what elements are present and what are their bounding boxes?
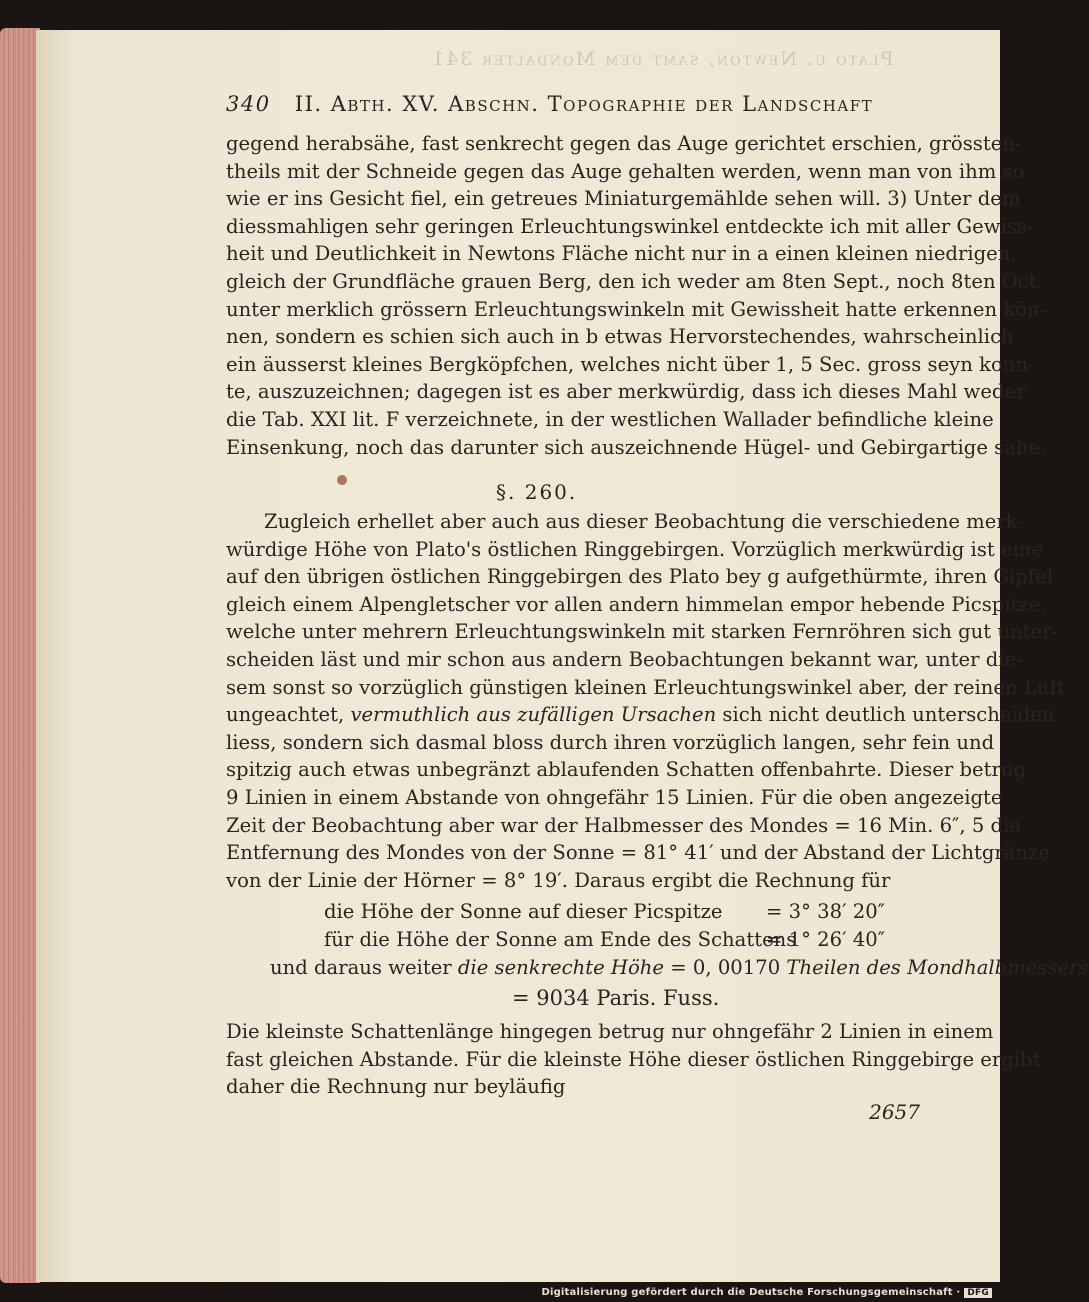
text-line: gleich einem Alpengletscher vor allen andern himmelan empor hebende Picspitze, [226, 592, 1047, 616]
text-line: gegend herabsähe, fast senkrecht gegen das Auge gerichtet erschien, grössten- [226, 132, 1022, 155]
text-line: Die kleinste Schattenlänge hingegen betrug nur ohngefähr 2 Linien in einem [226, 1020, 994, 1043]
calc-line-3-italic-b: Theilen des Mondhalbmessers [786, 956, 1089, 979]
text-line: die Tab. XXI lit. F verzeichnete, in der westlichen Wallader befindliche kleine [226, 407, 994, 431]
text-line: würdige Höhe von Plato's östlichen Ringgebirgen. Vorzüglich merkwürdig ist eine [226, 537, 1044, 561]
calc-line-3 [270, 956, 1089, 979]
book-page [36, 30, 1089, 1282]
text-line: daher die Rechnung nur beyläufig [226, 1075, 566, 1099]
text-line: Einsenkung, noch das darunter sich auszeichnende Hügel- und Gebirgartige sahe. [226, 435, 1047, 459]
text-line: welche unter mehrern Erleuchtungswinkeln mit starken Fernröhren sich gut unter- [226, 620, 1059, 644]
text-line: von der Linie der Hörner = 8° 19′. Daraus ergibt die Rechnung für [226, 868, 891, 892]
paragraph-2 [226, 508, 1065, 894]
text-line: te, auszuzeichnen; dagegen ist es aber merkwürdig, dass ich dieses Mahl weder [226, 380, 1026, 404]
text-line: Zeit der Beobachtung aber war der Halbmesser des Mondes = 16 Min. 6″, 5 die [226, 813, 1021, 837]
calc-line-1 [324, 900, 723, 923]
paragraph-3 [226, 1018, 1041, 1101]
calc-line-3-prefix: und daraus weiter [270, 956, 452, 979]
calc-line-3-mid: = 0, 00170 [670, 956, 781, 979]
header-title: II. Abth. XV. Abschn. Topographie der Landschaft [294, 92, 874, 116]
bleed-through-text: Plato u. Newton, samt dem Mondalter 341 [430, 48, 894, 70]
text-line: heit und Deutlichkeit in Newtons Fläche nicht nur in a einen kleinen niedrigen, [226, 242, 1017, 266]
text-line: spitzig auch etwas unbegränzt ablaufenden Schatten offenbahrte. Dieser betrug [226, 758, 1026, 782]
running-header [226, 92, 936, 116]
calc-line-3-italic-a: die senkrechte Höhe [457, 956, 665, 979]
dfg-logo: DFG [964, 1288, 992, 1298]
text-line: scheiden läst und mir schon aus andern Beobachtungen bekannt war, unter die- [226, 647, 1023, 671]
text-line: Zugleich erhellet aber auch aus dieser Beobachtung die verschiedene merk- [264, 510, 1024, 533]
calc-line-2 [324, 928, 796, 951]
calc-line-2-label: für die Höhe der Sonne am Ende des Schattens [324, 928, 797, 951]
text-line: theils mit der Schneide gegen das Auge gehalten werden, wenn man von ihm so [226, 159, 1025, 183]
text-line: ungeachtet, vermuthlich aus zufälligen Ursachen sich nicht deutlich unterscheiden [226, 703, 1055, 727]
page-number: 340 [226, 92, 271, 116]
text-line: Entfernung des Mondes von der Sonne = 81° 41′ und der Abstand der Lichtgränze [226, 841, 1050, 865]
paragraph-1-body [226, 130, 1047, 461]
text-line: gleich der Grundfläche grauen Berg, den ich weder am 8ten Sept., noch 8ten Oct. [226, 269, 1043, 293]
text-line: 9 Linien in einem Abstande von ohngefähr 15 Linien. Für die oben angezeigte [226, 785, 1003, 809]
digitization-footer [541, 1287, 992, 1298]
text-line: nen, sondern es schien sich auch in b etwas Hervorstechendes, wahrscheinlich [226, 325, 1014, 349]
calc-line-2-value: = 1° 26′ 40″ [766, 928, 885, 951]
text-line: ein äusserst kleines Bergköpfchen, welches nicht über 1, 5 Sec. gross seyn konn- [226, 352, 1035, 376]
text-line: sem sonst so vorzüglich günstigen kleinen Erleuchtungswinkel aber, der reinen Luft [226, 675, 1065, 699]
text-line: liess, sondern sich dasmal bloss durch ihren vorzüglich langen, sehr fein und [226, 730, 995, 754]
footer-credit: Digitalisierung gefördert durch die Deutsche Forschungsgemeinschaft · [541, 1287, 961, 1298]
text-line: fast gleichen Abstande. Für die kleinste Höhe dieser östlichen Ringgebirge ergibt [226, 1047, 1041, 1071]
calc-line-4: = 9034 Paris. Fuss. [512, 986, 720, 1010]
book-page-edge [0, 28, 40, 1283]
calc-line-1-label: die Höhe der Sonne auf dieser Picspitze [324, 900, 723, 923]
italic-phrase: vermuthlich aus zufälligen Ursachen [350, 703, 717, 727]
calc-line-1-value: = 3° 38′ 20″ [766, 900, 885, 923]
text-line: wie er ins Gesicht fiel, ein getreues Miniaturgemählde sehen will. 3) Unter dem [226, 187, 1021, 211]
section-heading: §. 260. [496, 480, 578, 504]
catchword: 2657 [869, 1100, 920, 1124]
ink-stain [337, 475, 347, 485]
text-line: unter merklich grössern Erleuchtungswinkeln mit Gewissheit hatte erkennen kön- [226, 297, 1047, 321]
text-line: auf den übrigen östlichen Ringgebirgen des Plato bey g aufgethürmte, ihren Gipfel [226, 565, 1053, 589]
text-line: diessmahligen sehr geringen Erleuchtungswinkel entdeckte ich mit aller Gewiss- [226, 214, 1034, 238]
